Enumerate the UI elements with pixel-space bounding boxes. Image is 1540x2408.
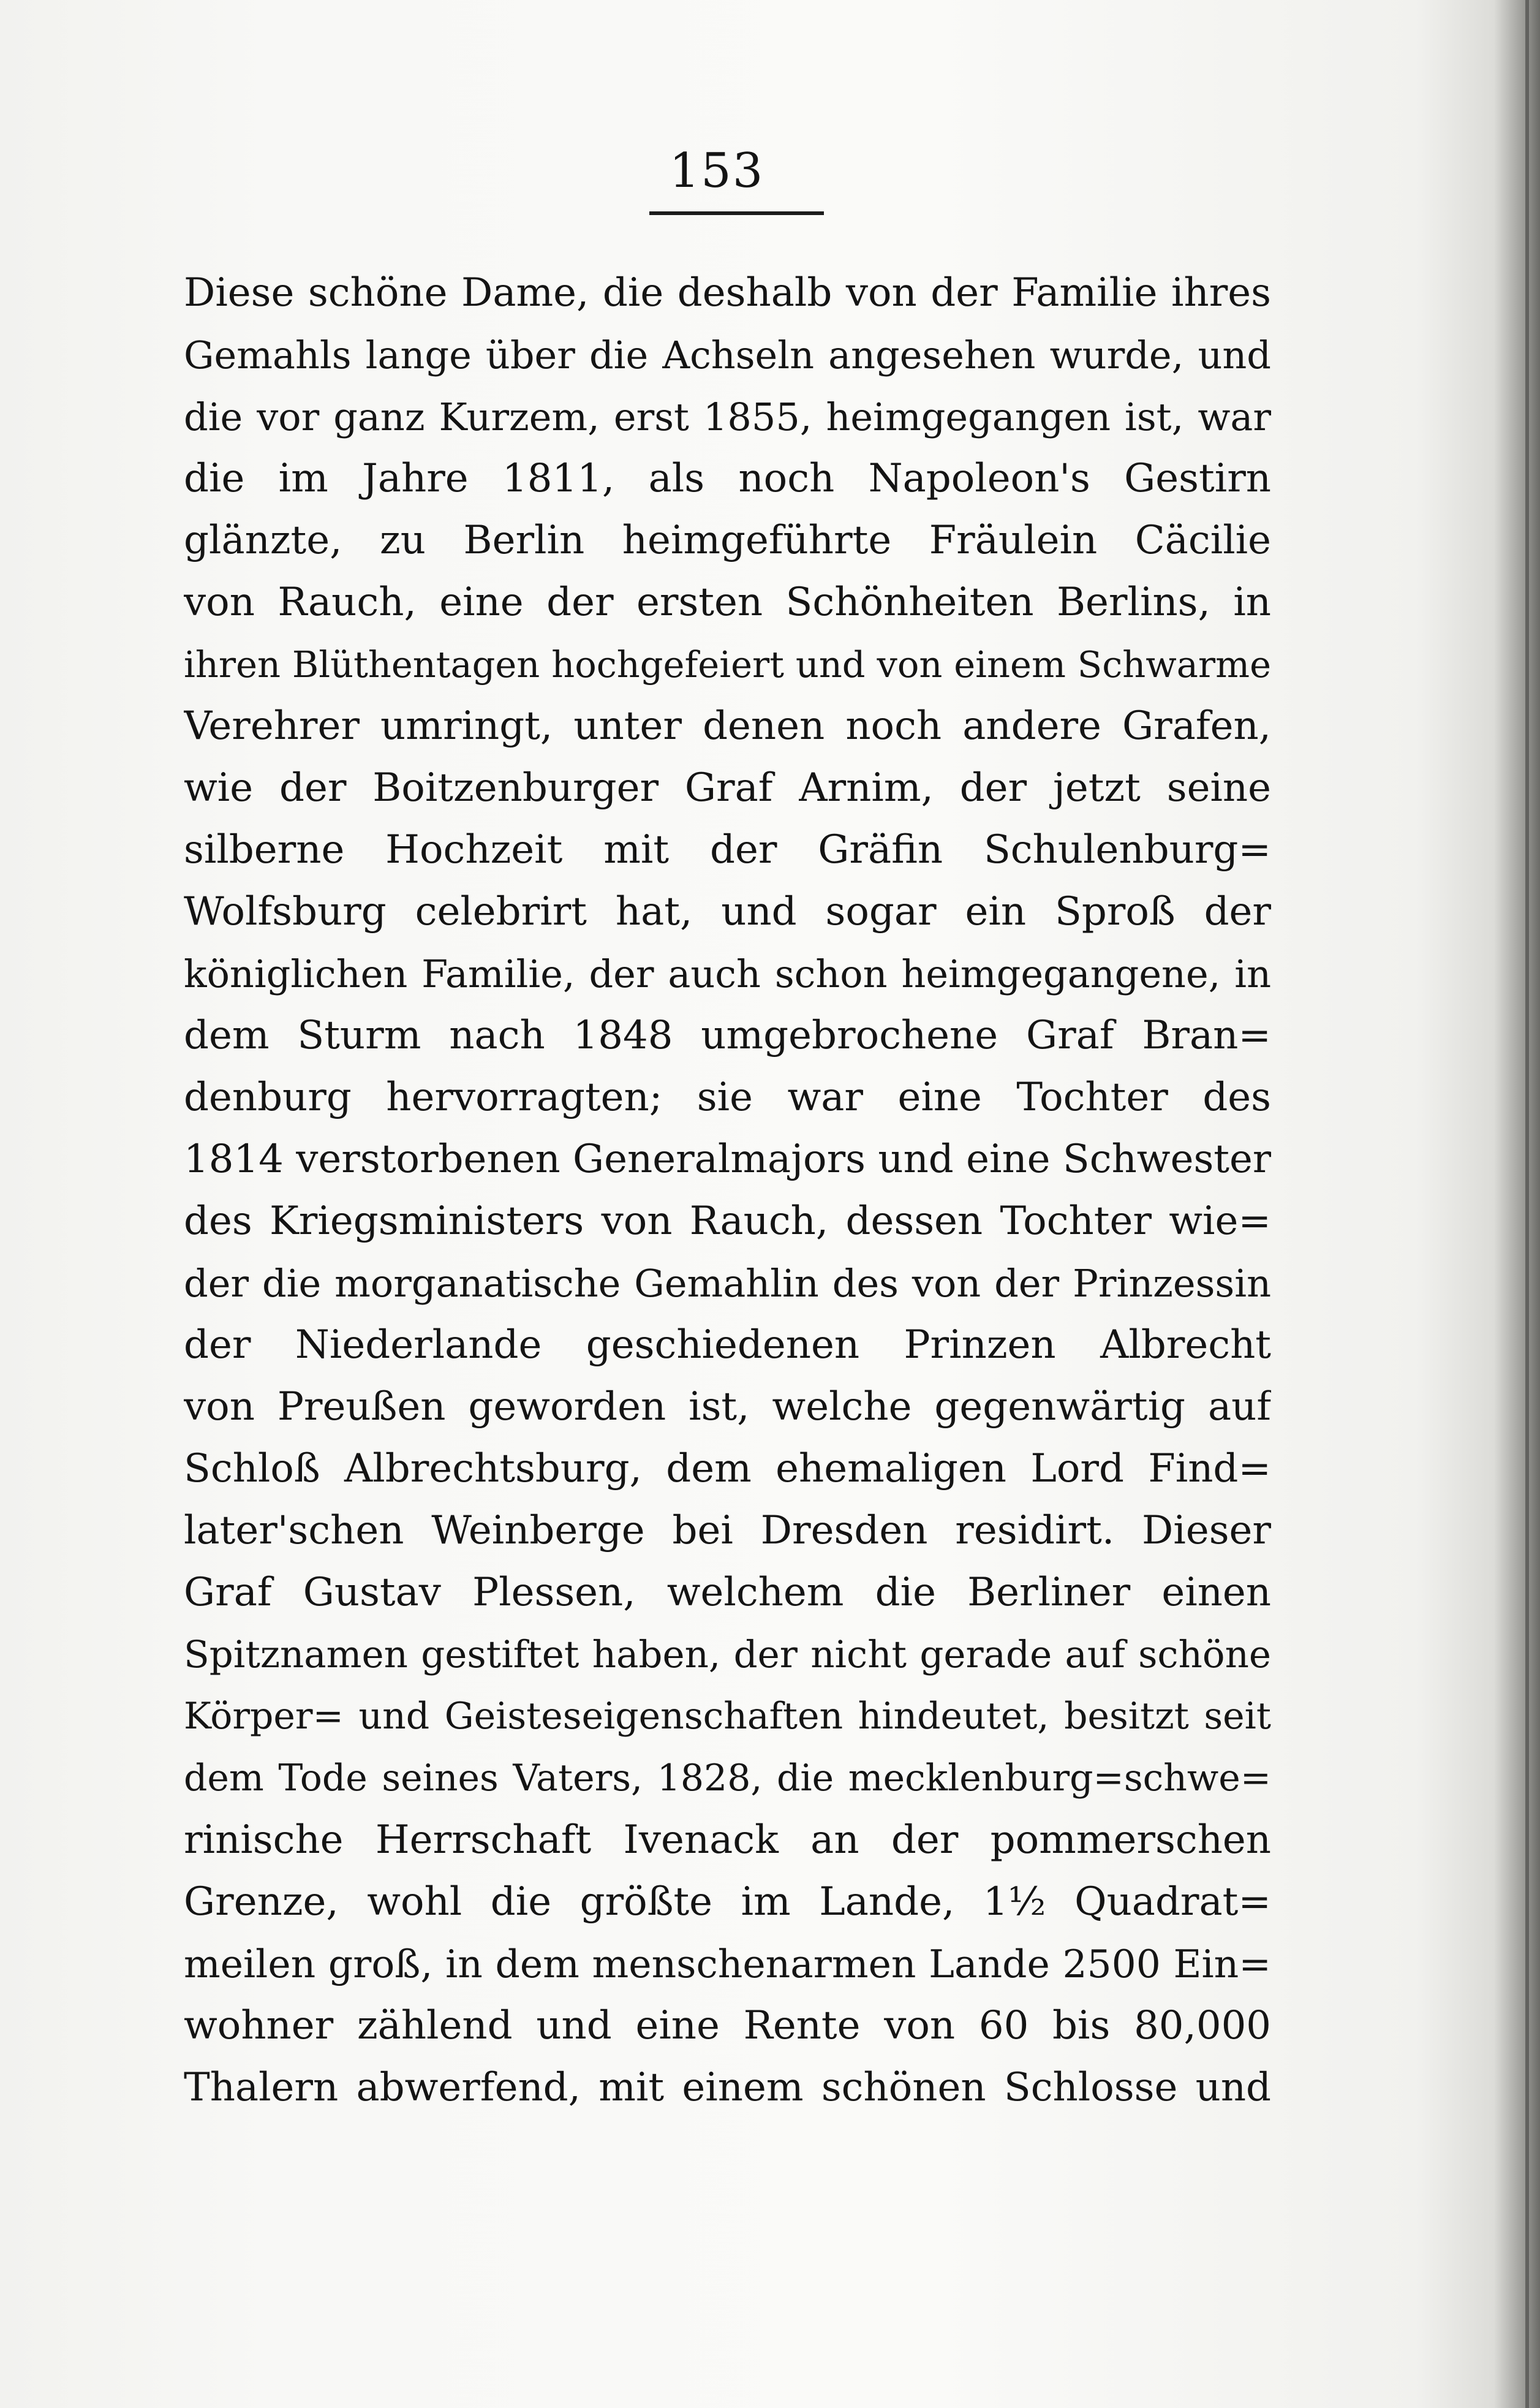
text-line-14: denburg hervorragten; sie war eine Tochter des (184, 1075, 1271, 1120)
text-line-10: silberne Hochzeit mit der Gräfin Schulenburg= (184, 827, 1271, 873)
text-line-18: der Niederlande geschiedenen Prinzen Albrecht (184, 1322, 1271, 1368)
text-line-9: wie der Boitzenburger Graf Arnim, der jetzt seine (184, 765, 1271, 811)
text-line-5: glänzte, zu Berlin heimgeführte Fräulein Cäcilie (184, 518, 1271, 563)
text-line-27: Grenze, wohl die größte im Lande, 1½ Quadrat= (184, 1879, 1271, 1925)
text-line-30: Thalern abwerfend, mit einem schönen Schlosse und (184, 2065, 1271, 2110)
text-line-28: meilen groß, in dem menschenarmen Lande 2500 Ein= (184, 1942, 1271, 1986)
text-line-12: königlichen Familie, der auch schon heimgegangene, in (184, 952, 1271, 996)
page-edge-shadow (1525, 0, 1529, 2408)
text-line-15: 1814 verstorbenen Generalmajors und eine Schwester (184, 1137, 1271, 1182)
text-line-29: wohner zählend und eine Rente von 60 bis 80,000 (184, 2003, 1271, 2048)
text-line-7: ihren Blüthentagen hochgefeiert und von einem Schwarme (184, 643, 1271, 686)
text-line-26: rinische Herrschaft Ivenack an der pommerschen (184, 1817, 1271, 1863)
text-line-24: Körper= und Geisteseigenschaften hindeutet, besitzt seit (184, 1695, 1271, 1738)
text-line-13: dem Sturm nach 1848 umgebrochene Graf Bran= (184, 1013, 1271, 1058)
text-line-20: Schloß Albrechtsburg, dem ehemaligen Lord Find= (184, 1446, 1271, 1491)
text-line-21: later'schen Weinberge bei Dresden residirt. Dieser (184, 1508, 1271, 1553)
text-line-1: Diese schöne Dame, die deshalb von der Familie ihres (184, 270, 1271, 316)
text-line-23: Spitznamen gestiftet haben, der nicht gerade auf schöne (184, 1633, 1271, 1676)
text-line-11: Wolfsburg celebrirt hat, und sogar ein Sproß der (184, 889, 1271, 934)
page-number-rule (649, 211, 824, 215)
text-line-8: Verehrer umringt, unter denen noch andere Grafen, (184, 703, 1271, 749)
body-text (184, 262, 1271, 2119)
text-line-16: des Kriegsministers von Rauch, dessen Tochter wie= (184, 1198, 1271, 1244)
text-line-17: der die morganatische Gemahlin des von der Prinzessin (184, 1261, 1271, 1306)
text-line-22: Graf Gustav Plessen, welchem die Berliner einen (184, 1570, 1271, 1615)
text-line-6: von Rauch, eine der ersten Schönheiten Berlins, in (184, 580, 1271, 625)
text-line-3: die vor ganz Kurzem, erst 1855, heimgegangen ist, war (184, 395, 1271, 439)
page-number: 153 (669, 143, 764, 199)
text-line-25: dem Tode seines Vaters, 1828, die mecklenburg=schwe= (184, 1757, 1271, 1800)
text-line-4: die im Jahre 1811, als noch Napoleon's Gestirn (184, 456, 1271, 501)
text-line-19: von Preußen geworden ist, welche gegenwärtig auf (184, 1384, 1271, 1429)
text-line-2: Gemahls lange über die Achseln angesehen wurde, und (184, 333, 1271, 377)
